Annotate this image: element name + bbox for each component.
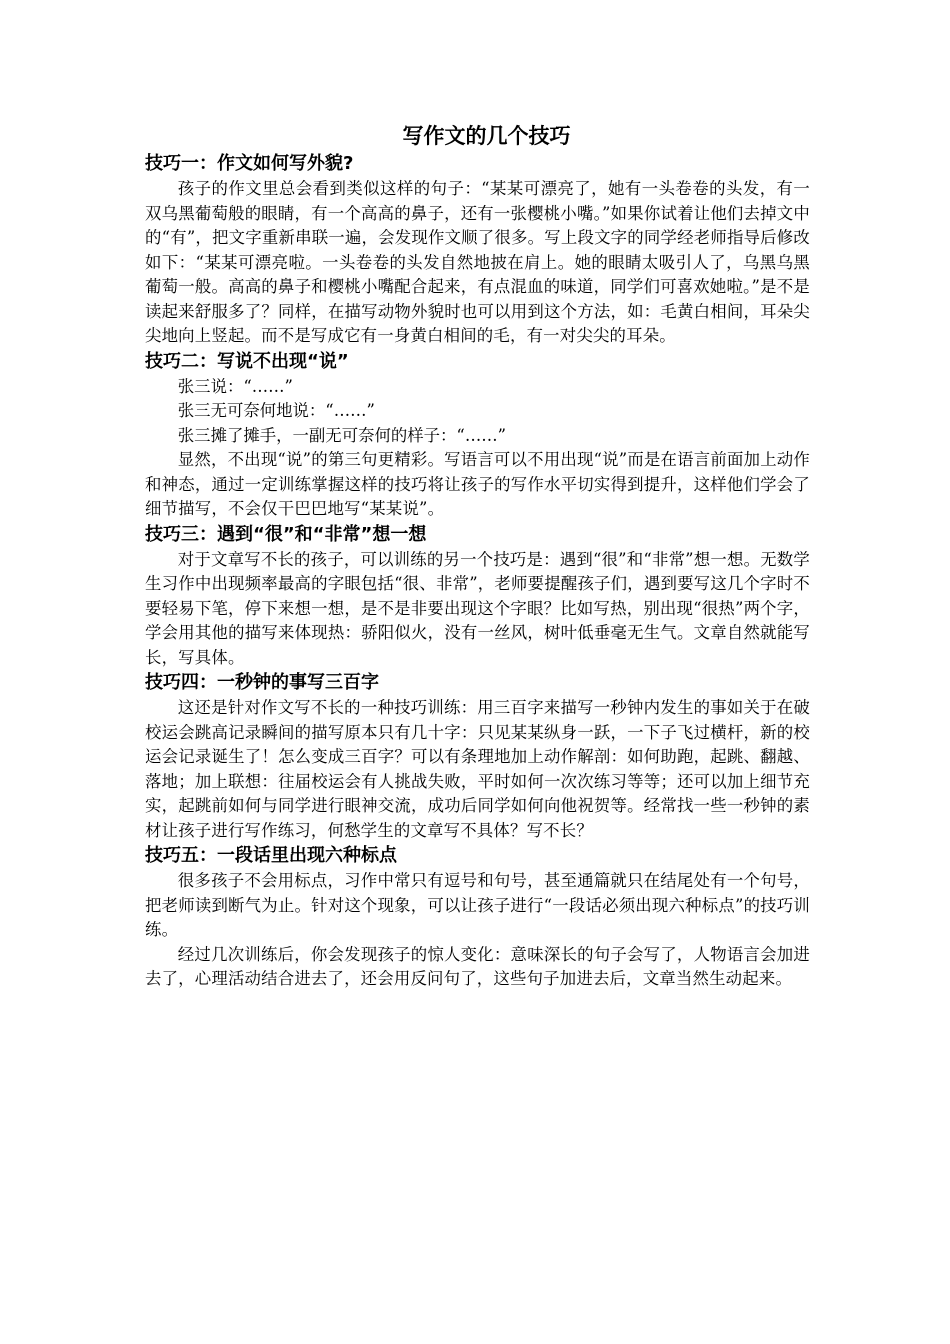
dialogue-line-1: 张三说：“……” — [177, 376, 293, 396]
section-heading-4: 技巧四：一秒钟的事写三百字 — [145, 672, 379, 693]
section-4-paragraph-1: 这还是针对作文写不长的一种技巧训练：用三百字来描写一秒钟内发生的事如关于在破校运会跳高记录瞬间的描写原本只有几十字：只见某某纵身一跃，一下子飞过横杆，新的校运会记录诞生了！怎么变成三百字？可以有条理地加上动作解剖：如何助跑，起跳、翻越、落地；加上联想：往届校运会有人挑战失败，平时如何一次次练习等等；还可以加上细节充实，起跳前如何与同学进行眼神交流，成功后同学如何向他祝贺等。经常找一些一秒钟的素材让孩子进行写作练习，何愁学生的文章写不具体？写不长？ — [145, 698, 810, 840]
section-heading-3: 技巧三：遇到“很”和“非常”想一想 — [145, 523, 427, 545]
section-1-paragraph-1: 孩子的作文里总会看到类似这样的句子：“某某可漂亮了，她有一头卷卷的头发，有一双乌黑葡萄般的眼睛，有一个高高的鼻子，还有一张樱桃小嘴。”如果你试着让他们去掉文中的“有”，把文字重新串联一遍，会发现作文顺了很多。写上段文字的同学经老师指导后修改如下：“某某可漂亮啦。一头卷卷的头发自然地披在肩上。她的眼睛太吸引人了，乌黑乌黑葡萄一般。高高的鼻子和樱桃小嘴配合起来，有点混血的味道，同学们可喜欢她啦。”是不是读起来舒服多了？同样，在描写动物外貌时也可以用到这个方法，如：毛黄白相间，耳朵尖尖地向上竖起。而不是写成它有一身黄白相间的毛，有一对尖尖的耳朵。 — [145, 179, 810, 345]
section-heading-2: 技巧二：写说不出现“说” — [145, 350, 349, 372]
document-title: 写作文的几个技巧 — [402, 124, 571, 148]
section-2-paragraph-1: 显然，不出现“说”的第三句更精彩。写语言可以不用出现“说”而是在语言前面加上动作和神态，通过一定训练掌握这样的技巧将让孩子的写作水平切实得到提升，这样他们学会了细节描写，不会仅干巴巴地写“某某说”。 — [145, 450, 810, 518]
section-heading-5: 技巧五：一段话里出现六种标点 — [145, 845, 397, 866]
section-3-paragraph-1: 对于文章写不长的孩子，可以训练的另一个技巧是：遇到“很”和“非常”想一想。无数学生习作中出现频率最高的字眼包括“很、非常”，老师要提醒孩子们，遇到要写这几个字时不要轻易下笔，停下来想一想，是不是非要出现这个字眼？比如写热，别出现“很热”两个字，学会用其他的描写来体现热：骄阳似火，没有一丝风，树叶低垂毫无生气。文章自然就能写长，写具体。 — [145, 549, 810, 667]
document-body — [145, 121, 810, 992]
section-5-paragraph-1: 很多孩子不会用标点，习作中常只有逗号和句号，甚至通篇就只在结尾处有一个句号，把老师读到断气为止。针对这个现象，可以让孩子进行“一段话必须出现六种标点”的技巧训练。 — [145, 871, 810, 939]
dialogue-line-2: 张三无可奈何地说：“……” — [177, 401, 375, 420]
section-5-paragraph-2: 经过几次训练后，你会发现孩子的惊人变化：意味深长的句子会写了，人物语言会加进去了，心理活动结合进去了，还会用反问句了，这些句子加进去后，文章当然生动起来。 — [145, 944, 810, 988]
dialogue-line-3: 张三摊了摊手，一副无可奈何的样子：“……” — [177, 425, 506, 445]
section-heading-1: 技巧一：作文如何写外貌? — [145, 153, 354, 174]
